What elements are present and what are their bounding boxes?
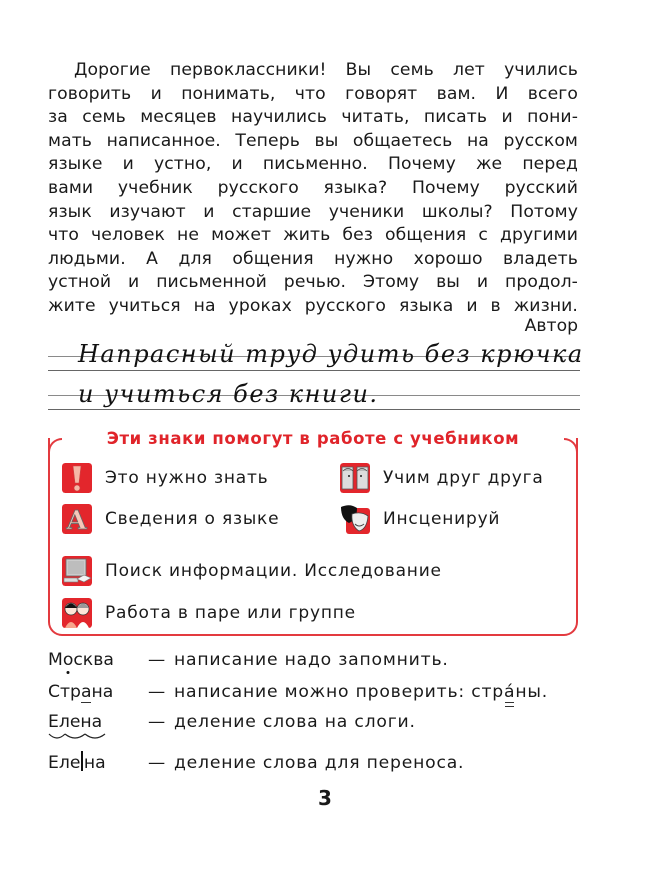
sign-item [62, 463, 268, 493]
intro-text [48, 59, 578, 319]
sign-label: Учим друг друга [383, 468, 544, 488]
memorize-dot-mark: о [62, 650, 74, 670]
sign-item [62, 556, 442, 586]
legend-row: Москва — написание надо запомнить. [48, 650, 449, 670]
sign-item [340, 463, 544, 493]
proverb-line-2: и учиться без книги. [78, 380, 379, 408]
sign-label: Инсценируй [383, 509, 501, 529]
legend-desc: написание можно проверить: стра́ны. [174, 682, 549, 702]
check-underline-mark: а [80, 682, 92, 702]
legend-desc: написание надо запомнить. [174, 650, 449, 670]
signs-title: Эти знаки помогут в работе с учебником [48, 429, 578, 448]
sign-label: Работа в паре или группе [105, 603, 356, 623]
proverb-line-1: Напрасный труд удить без крючка [78, 340, 584, 368]
sign-item [62, 504, 279, 534]
intro-line: вами учебник русского языка? Почему русский [48, 177, 578, 198]
intro-line: языке и устно, и письменно. Почему же перед [48, 154, 578, 175]
copybook-lines [48, 340, 584, 415]
sign-label: Поиск информации. Исследование [105, 561, 442, 581]
sign-label: Сведения о языке [105, 509, 280, 529]
page-number: 3 [318, 786, 332, 810]
sign-item [62, 598, 356, 628]
intro-line: говорить и понимать, что говорят вам. И всего [48, 83, 578, 104]
theatre-masks-icon [340, 504, 370, 534]
legend-word: Еле на [48, 753, 106, 773]
ruling-line [48, 409, 580, 410]
intro-line: людьми. А для общения нужно хорошо владеть [48, 248, 578, 269]
legend-desc: деление слова на слоги. [174, 712, 416, 732]
intro-line: устной и письменной речью. Этому вы и продол- [48, 272, 578, 293]
legend-word: Елена [48, 712, 148, 732]
legend-desc: деление слова для переноса. [174, 753, 465, 773]
stress-double-underline-mark: а́ [504, 682, 516, 702]
author-signature: Автор [524, 316, 578, 336]
syllable-arcs-mark [48, 732, 108, 742]
legend-row: Еле на — деление слова для переноса. [48, 753, 465, 773]
pair-children-icon [62, 598, 92, 628]
sign-label: Это нужно знать [105, 468, 269, 488]
intro-line: что человек не может жить без общения с другими [48, 225, 578, 246]
hyphenation-bar-mark [81, 751, 83, 771]
computer-book-icon [62, 556, 92, 586]
legend-row: Елена — деление слова на слоги. [48, 712, 416, 732]
intro-line: язык изучают и старшие ученики школы? Потому [48, 201, 578, 222]
sign-item [340, 504, 500, 534]
ruling-line [48, 370, 580, 371]
two-faces-icon [340, 463, 370, 493]
svg-text:A: A [66, 506, 88, 534]
legend-word: Страна [48, 682, 114, 702]
legend-row: Страна — написание можно проверить: стра́ны. [48, 682, 549, 702]
letter-a-icon [62, 504, 92, 534]
intro-line: Дорогие первоклассники! Вы семь лет учились [74, 60, 578, 80]
legend-word: Москва [48, 650, 114, 670]
intro-line: мать написанное. Теперь вы общаетесь на русском [48, 130, 578, 151]
exclamation-icon [62, 463, 92, 493]
intro-line: за семь месяцев научились читать, писать и пони- [48, 107, 578, 128]
intro-line: жите учиться на уроках русского языка и в жизни. [48, 295, 578, 316]
